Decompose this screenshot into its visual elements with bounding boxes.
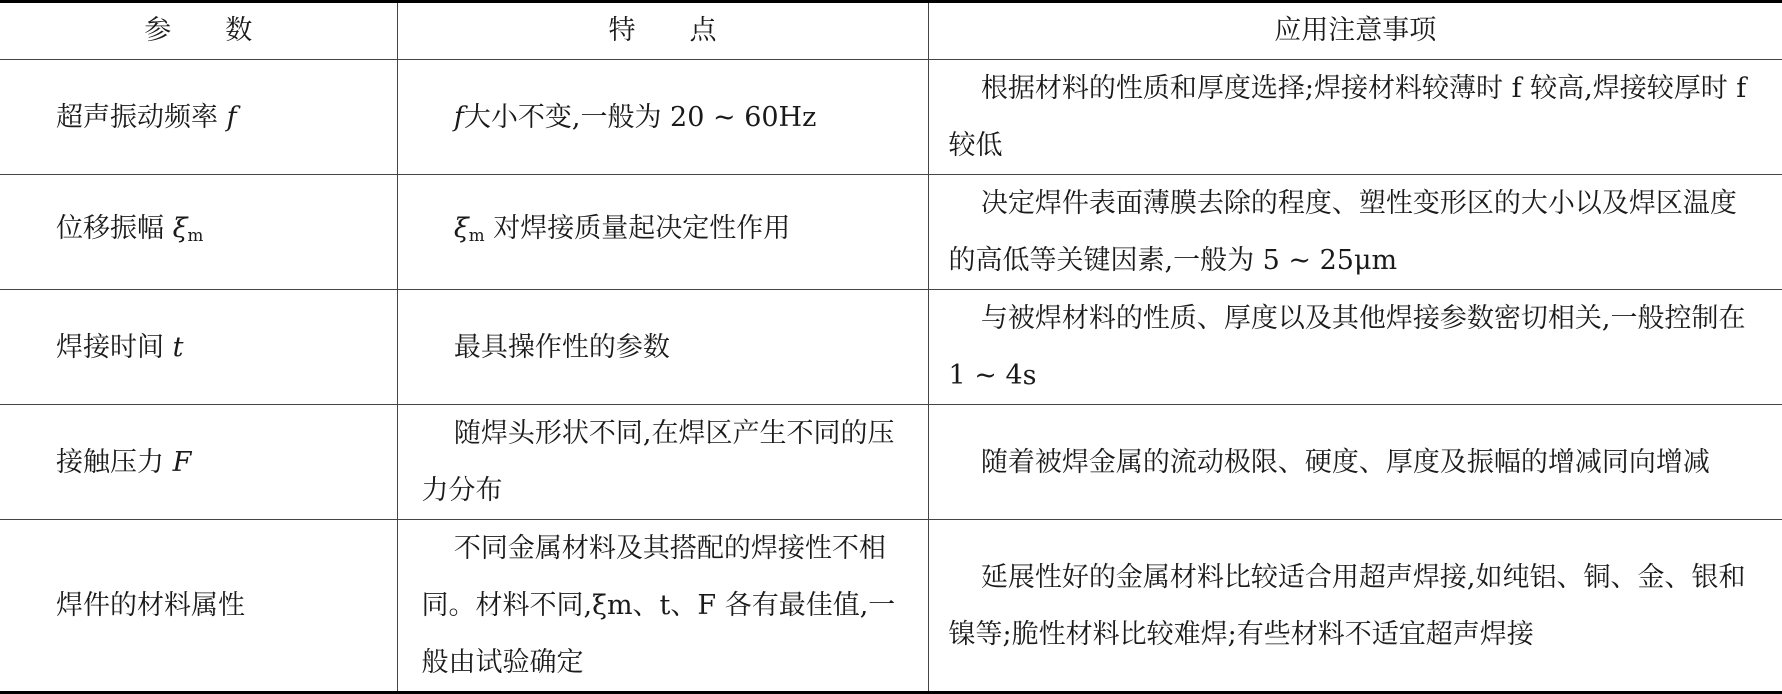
header-param: 参 数: [0, 2, 397, 60]
table-row: [0, 520, 1782, 693]
note-text: 根据材料的性质和厚度选择;焊接材料较薄时 f 较高,焊接较厚时 f 较低: [948, 73, 1747, 161]
feature-text: 最具操作性的参数: [453, 331, 670, 363]
header-note: 应用注意事项: [928, 2, 1782, 60]
note-text: 与被焊材料的性质、厚度以及其他焊接参数密切相关,一般控制在 1 ~ 4s: [948, 303, 1746, 391]
note-text: 决定焊件表面薄膜去除的程度、塑性变形区的大小以及焊区温度的高低等关键因素,一般为 5 ~ 25μm: [948, 188, 1737, 276]
param-symbol: F: [172, 446, 192, 478]
note-text: 随着被焊金属的流动极限、硬度、厚度及振幅的增减同向增减: [980, 446, 1710, 478]
param-name: 位移振幅: [56, 212, 164, 244]
table-row: [0, 405, 1782, 520]
note-text: 延展性好的金属材料比较适合用超声焊接,如纯铝、铜、金、银和镍等;脆性材料比较难焊;有些材料不适宜超声焊接: [948, 561, 1746, 650]
feature-text: 不同金属材料及其搭配的焊接性不相同。材料不同,ξm、t、F 各有最佳值,一般由试验确定: [421, 533, 896, 678]
table-row: [0, 175, 1782, 290]
param-name: 焊接时间: [56, 331, 164, 363]
param-cell: [0, 60, 397, 175]
feature-text: 随焊头形状不同,在焊区产生不同的压力分布: [421, 418, 895, 506]
feature-cell: [397, 405, 928, 520]
feature-subscript: m: [468, 225, 485, 246]
note-cell: [928, 175, 1782, 290]
table-row: [0, 290, 1782, 405]
param-name: 接触压力: [56, 446, 164, 478]
feature-cell: [397, 290, 928, 405]
note-cell: [928, 290, 1782, 405]
feature-cell: [397, 520, 928, 693]
feature-cell: [397, 175, 928, 290]
note-cell: [928, 60, 1782, 175]
param-name: 焊件的材料属性: [56, 590, 245, 621]
param-cell: [0, 175, 397, 290]
feature-desc: 对焊接质量起决定性作用: [484, 212, 791, 244]
feature-cell: [397, 60, 928, 175]
param-cell: [0, 405, 397, 520]
feature-symbol: ξ: [453, 212, 469, 244]
header-feature: 特 点: [397, 2, 928, 60]
note-cell: [928, 405, 1782, 520]
feature-symbol: f: [453, 101, 464, 133]
param-name: 超声振动频率: [56, 101, 218, 133]
param-symbol: f: [226, 101, 237, 133]
feature-text: [422, 89, 906, 146]
param-symbol: t: [172, 331, 184, 363]
param-symbol: ξ: [172, 212, 188, 244]
feature-text: [422, 200, 906, 264]
param-subscript: m: [187, 225, 204, 246]
param-cell: [0, 290, 397, 405]
param-cell: [0, 520, 397, 693]
feature-desc: 大小不变,一般为 20 ~ 60Hz: [463, 101, 817, 133]
header-row: [0, 2, 1782, 60]
note-cell: [928, 520, 1782, 693]
table-row: [0, 60, 1782, 175]
